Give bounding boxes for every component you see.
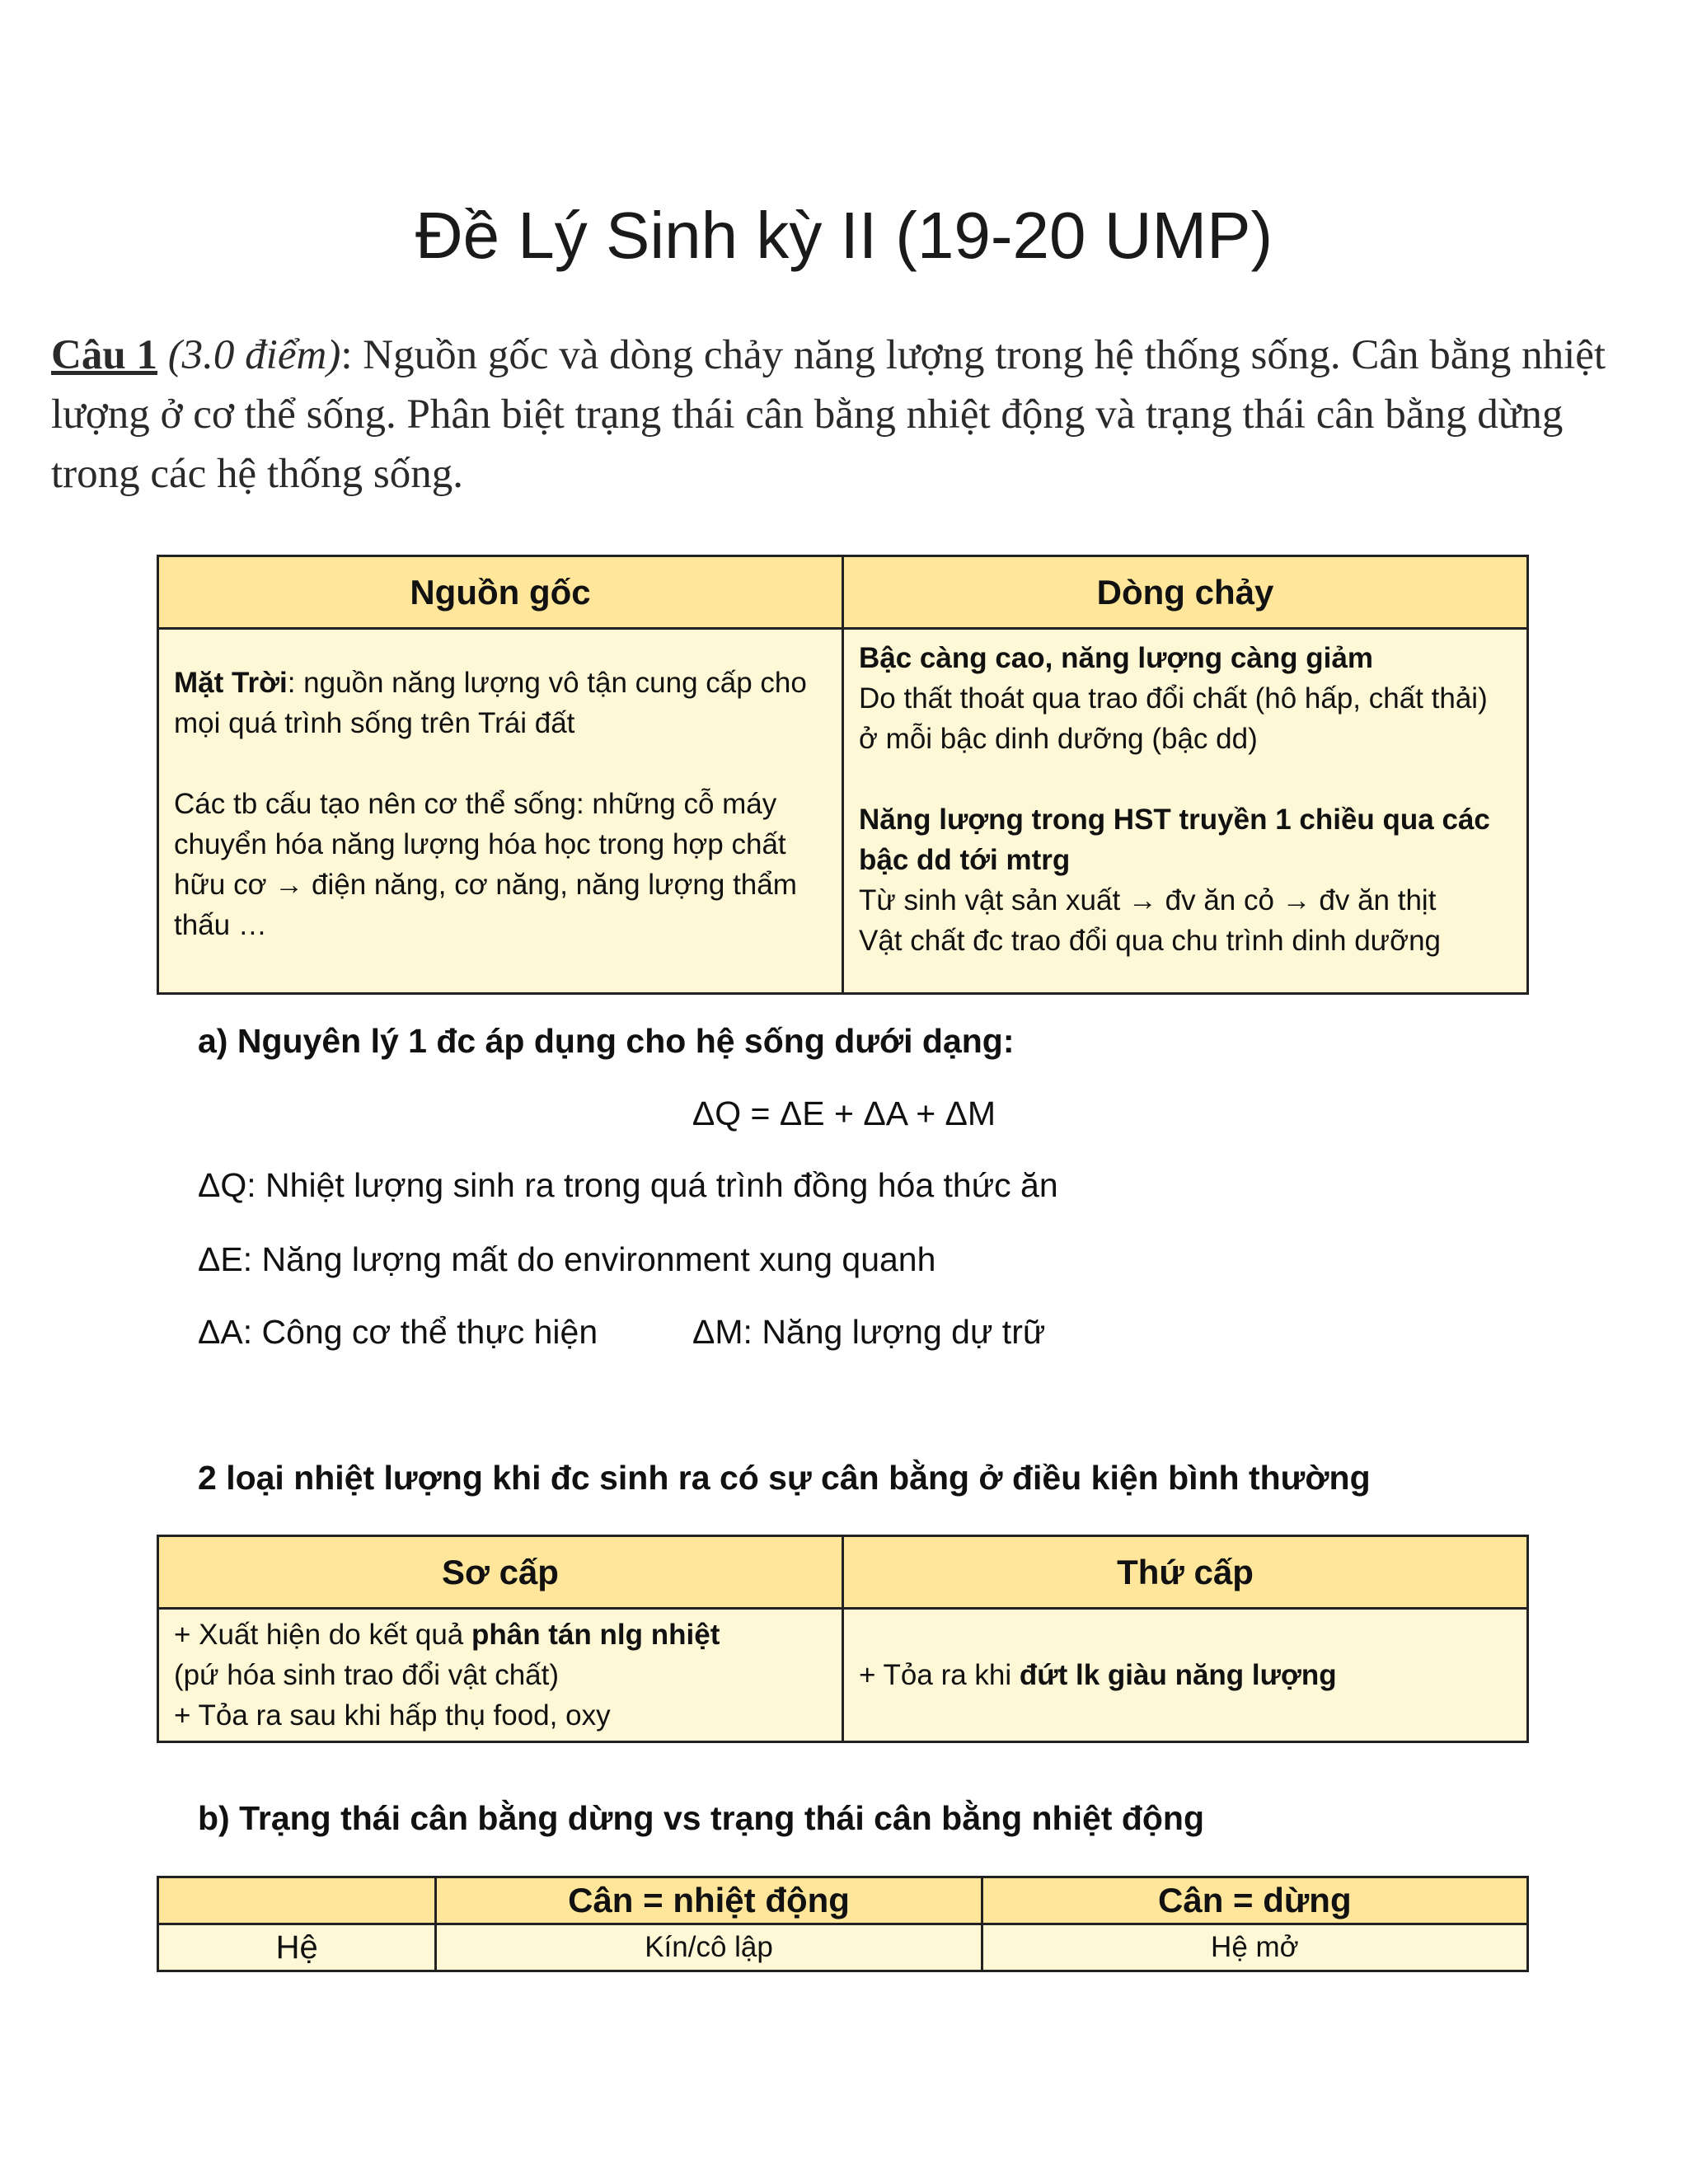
flow-text-3: Vật chất đc trao đổi qua chu trình dinh dưỡng	[859, 925, 1441, 957]
primary-bold: phân tán nlg nhiệt	[471, 1619, 720, 1651]
table-header-thermo: Cân = nhiệt động	[436, 1877, 982, 1924]
flow-text-1: Do thất thoát qua trao đổi chất (hô hấp, chất thải) ở mỗi bậc dinh dưỡng (bậc dd)	[859, 682, 1488, 755]
primary-cell	[158, 1609, 843, 1742]
heat-section-heading: 2 loại nhiệt lượng khi đc sinh ra có sự cân bằng ở điều kiện bình thường	[198, 1459, 1371, 1497]
dq-definition: ΔQ: Nhiệt lượng sinh ra trong quá trình đồng hóa thức ăn	[198, 1166, 1058, 1204]
heat-types-table	[157, 1535, 1529, 1743]
energy-origin-flow-table	[157, 555, 1529, 995]
flow-bold-1: Bậc càng cao, năng lượng càng giảm	[859, 642, 1373, 674]
table-header-flow: Dòng chảy	[843, 556, 1528, 629]
table-header-steady: Cân = dừng	[982, 1877, 1527, 1924]
question-text: : Nguồn gốc và dòng chảy năng lượng trong hệ thống sống. Cân bằng nhiệt lượng ở cơ thể sống. Phân biệt trạng thái cân bằng nhiệt động và trạng thái cân bằng dừng trong các hệ thống sống.	[51, 332, 1606, 497]
de-definition: ΔE: Năng lượng mất do environment xung quanh	[198, 1240, 936, 1278]
table-header-origin: Nguồn gốc	[158, 556, 843, 629]
cell-steady-system: Hệ mở	[982, 1924, 1527, 1971]
question-points: (3.0 điểm)	[167, 332, 341, 378]
secondary-bold: đứt lk giàu năng lượng	[1019, 1659, 1337, 1691]
primary-line-2: (pứ hóa sinh trao đổi vật chất)	[174, 1659, 560, 1691]
sun-label: Mặt Trời	[174, 667, 288, 699]
question-1	[51, 326, 1642, 504]
page-title: Đề Lý Sinh kỳ II (19-20 UMP)	[415, 199, 1273, 272]
da-definition: ΔA: Công cơ thể thực hiện	[198, 1313, 598, 1351]
equilibrium-comparison-table	[157, 1876, 1529, 1972]
row-label-system: Hệ	[158, 1924, 436, 1971]
cell-thermo-system: Kín/cô lập	[436, 1924, 982, 1971]
formula: ΔQ = ΔE + ΔA + ΔM	[692, 1094, 996, 1132]
section-b-heading: b) Trạng thái cân bằng dừng vs trạng thái cân bằng nhiệt động	[198, 1799, 1205, 1837]
table-header-primary: Sơ cấp	[158, 1536, 843, 1609]
primary-line-3: + Tỏa ra sau khi hấp thụ food, oxy	[174, 1699, 611, 1732]
sun-description: : nguồn năng lượng vô tận cung cấp cho mọi quá trình sống trên Trái đất	[174, 667, 807, 739]
cell-machine-text: Các tb cấu tạo nên cơ thể sống: những cỗ máy chuyển hóa năng lượng hóa học trong hợp chất hữu cơ → điện năng, cơ năng, năng lượng thẩm thấu …	[174, 788, 797, 941]
secondary-cell	[843, 1609, 1528, 1742]
secondary-pre: + Tỏa ra khi	[859, 1659, 1020, 1691]
origin-cell	[158, 629, 843, 994]
flow-cell	[843, 629, 1528, 994]
primary-pre: + Xuất hiện do kết quả	[174, 1619, 471, 1651]
table-header-empty	[158, 1877, 436, 1924]
dm-definition: ΔM: Năng lượng dự trữ	[692, 1313, 1046, 1351]
table-header-secondary: Thứ cấp	[843, 1536, 1528, 1609]
flow-text-2: Từ sinh vật sản xuất → đv ăn cỏ → đv ăn thịt	[859, 884, 1437, 916]
section-a-heading: a) Nguyên lý 1 đc áp dụng cho hệ sống dưới dạng:	[198, 1022, 1015, 1060]
flow-bold-2: Năng lượng trong HST truyền 1 chiều qua các bậc dd tới mtrg	[859, 804, 1490, 876]
question-label: Câu 1	[51, 332, 157, 378]
